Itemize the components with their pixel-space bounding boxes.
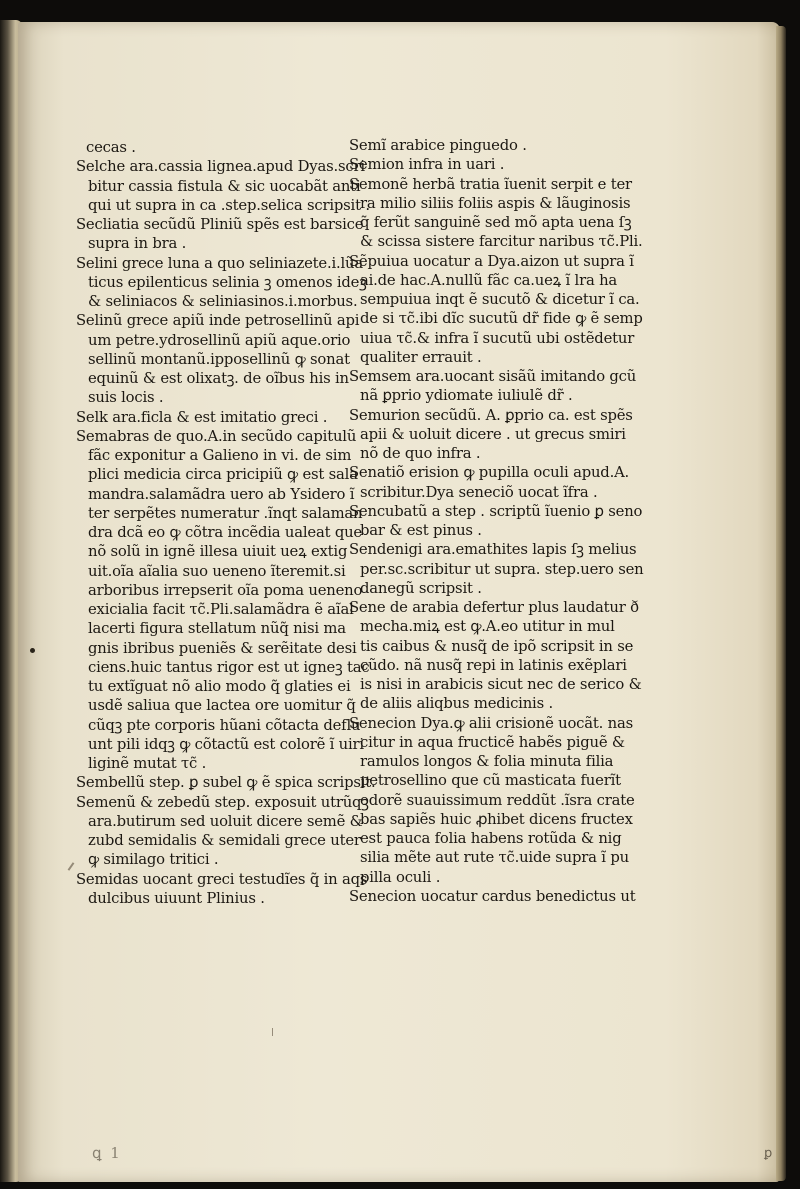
dictionary-entry <box>349 598 642 714</box>
text-line: Senecion Dya.ꝙ alii crisionẽ uocãt. nas <box>349 714 633 732</box>
text-line: tis caibus & nusq̃ de ipõ scripsit in se <box>360 637 634 655</box>
text-line: mecha.miꝝ est ꝙ.A.eo utitur in mul <box>360 618 615 636</box>
text-line: Secliatia secũdũ Pliniũ spẽs est barsice <box>76 216 364 233</box>
text-line: Senatiõ erision ꝙ pupilla oculi apud.A. <box>349 464 630 482</box>
text-line: & scissa sistere farcitur naribus τc̃.Pli. <box>360 233 643 251</box>
text-line: apii & uoluit dicere . ut grecus smiri <box>360 425 626 443</box>
text-line: Semidas uocant greci testudĩes q̃ in aqs <box>76 870 368 888</box>
text-line: sellinũ montanũ.ipposellinũ ꝙ sonat <box>88 350 350 368</box>
text-line: nõ de quo infra . <box>360 445 481 462</box>
text-line: Semurion secũdũ. A. ꝑprio ca. est spẽs <box>349 406 633 424</box>
text-line: unt pili idqꝫ ꝙ cõtactũ est colorẽ ĩ uiri <box>88 735 364 753</box>
text-line: plici medicia circa pricipiũ ꝙ est sala <box>88 466 358 484</box>
text-line: lacerti figura stellatum nũq̃ nisi ma <box>88 620 346 638</box>
text-line: Selinũ grece apiũ inde petrosellinũ api <box>76 312 360 330</box>
dictionary-entry <box>349 502 643 541</box>
text-line: bas sapiẽs huic ꝓhibet dicens fructex <box>360 810 633 828</box>
text-line: dra dcã eo ꝙ cõtra incẽdia ualeat que <box>88 524 362 541</box>
dictionary-entry <box>76 793 369 870</box>
text-line: de aliis aliqbus medicinis . <box>360 695 553 713</box>
dictionary-entry <box>349 136 629 155</box>
text-line: Selini grece luna a quo seliniazete.i.lũa <box>76 254 364 272</box>
text-line: Semĩ arabice pinguedo . <box>349 137 527 154</box>
text-line: gnis ibribus pueniẽs & serẽitate desi <box>88 639 357 657</box>
text-line: bar & est pinus . <box>360 522 482 539</box>
text-line: q̃ ferũt sanguinẽ sed mõ apta uena ſꝫ <box>360 214 632 231</box>
text-line: uiua τc̃.& infra ĩ sucutũ ubi ostẽdetur <box>360 329 635 347</box>
text-line: cecas . <box>86 139 136 156</box>
text-line: odorẽ suauissimum reddũt .ĩsra crate <box>360 791 635 809</box>
text-line: sempuiua inqt ẽ sucutõ & dicetur ĩ ca. <box>360 291 640 308</box>
dictionary-entry <box>76 254 367 312</box>
text-line: de si τc̃.ibi dĩc sucutũ dr̃ fide ꝙ ẽ semp <box>360 310 643 328</box>
dictionary-entry <box>349 367 637 406</box>
right-text-column <box>349 136 644 906</box>
text-line: Selche ara.cassia lignea.apud Dyas.scri <box>76 158 365 176</box>
dictionary-entry <box>76 870 368 909</box>
text-line: ramulos longos & folia minuta filia <box>360 753 614 770</box>
right-page-edge <box>776 26 786 1181</box>
text-line: Semsem ara.uocant sisãũ imitando gcũ <box>349 368 637 385</box>
text-line: petrosellino que cũ masticata fuerĩt <box>360 772 621 790</box>
text-line: ticus epilenticus selinia ꝫ omenos ideꝫ <box>88 273 367 291</box>
text-line: ꝙ similago tritici . <box>88 851 219 869</box>
text-line: silia mẽte aut rute τc̃.uide supra ĩ pu <box>360 849 629 867</box>
text-line: danegũ scripsit . <box>360 579 482 597</box>
dictionary-entry <box>349 252 643 368</box>
ink-speck <box>30 648 35 653</box>
dictionary-entry <box>349 463 629 502</box>
text-line: est pauca folia habens rotũda & nig <box>360 830 622 847</box>
text-line: citur in aqua fructicẽ habẽs piguẽ & <box>360 733 625 751</box>
dictionary-entry <box>349 406 633 464</box>
text-line: Sencubatũ a step . scriptũ ĩuenio ꝑ seno <box>349 502 643 520</box>
text-line: um petre.ydrosellinũ apiũ aque.orio <box>88 331 351 349</box>
text-line: & seliniacos & seliniasinos.i.morbus. <box>88 293 358 310</box>
dictionary-entry <box>76 427 370 774</box>
dictionary-entry <box>76 408 351 427</box>
text-line: Sẽpuiua uocatur a Dya.aizon ut supra ĩ <box>349 252 634 270</box>
text-line: dulcibus uiuunt Plinius . <box>88 889 265 907</box>
text-line: bitur cassia fistula & sic uocabãt anti <box>88 177 361 195</box>
dictionary-entry <box>349 714 635 887</box>
text-line: ciens.huic tantus rigor est ut igneꝫ tac <box>88 658 370 676</box>
text-line: ai.de hac.A.nullũ fãc ca.ueꝝ ĩ lra ha <box>360 271 618 289</box>
dictionary-entry <box>349 887 636 906</box>
text-line: zubd semidalis & semidali grece uter <box>88 832 361 849</box>
dictionary-entry <box>76 215 364 254</box>
dictionary-entry <box>76 311 360 407</box>
text-line: cũqꝫ pte corporis hũani cõtacta deflu <box>88 716 361 734</box>
text-line: Semabras de quo.A.in secũdo capitulũ <box>76 427 357 445</box>
text-line: is nisi in arabicis sicut nec de serico & <box>360 676 642 693</box>
text-line: ara.butirum sed uoluit dicere semẽ & <box>88 812 363 830</box>
text-line: pilla oculi . <box>360 868 441 886</box>
text-line: mandra.salamãdra uero ab Ysidero ĩ <box>88 485 355 503</box>
dictionary-entry <box>76 138 351 157</box>
dictionary-entry <box>76 157 370 215</box>
text-line: Sendenigi ara.emathites lapis ſꝫ melius <box>349 541 637 559</box>
text-line: qualiter errauit . <box>360 348 482 366</box>
text-line: cũdo. nã nusq̃ repi in latinis exẽplari <box>360 656 627 674</box>
text-line: Sene de arabia defertur plus laudatur ð <box>349 599 639 616</box>
text-line: liginẽ mutat τc̃ . <box>88 755 207 772</box>
text-line: uit.oĩa aĩalia suo ueneno ĩteremit.si <box>88 562 346 580</box>
text-line: nõ solũ in ignẽ illesa uiuit ueꝝ extig <box>88 543 348 561</box>
dictionary-entry <box>349 155 629 174</box>
text-line: Sembellũ step. ꝑ subel ꝙ ẽ spica scripsit. <box>76 774 376 792</box>
text-line: suis locis . <box>88 389 164 407</box>
text-line: scribitur.Dya seneciõ uocat ĩfra . <box>360 483 598 501</box>
text-line: arboribus irrepserit oĩa poma ueneno <box>88 581 363 599</box>
left-text-column <box>76 138 376 908</box>
text-line: usdẽ saliua que lactea ore uomitur q̃ <box>88 697 356 715</box>
dictionary-entry <box>349 175 643 252</box>
text-line: fãc exponitur a Galieno in vi. de sim <box>88 447 352 464</box>
text-line: supra in bra . <box>88 235 187 253</box>
text-line: per.sc.scribitur ut supra. step.uero sen <box>360 560 644 578</box>
text-line: nã ꝑprio ydiomate iuliulẽ dr̃ . <box>360 387 573 405</box>
text-line: equinũ & est olixatꝫ. de oĩbus his in <box>88 370 349 387</box>
folio-mark: ꝗ 1 <box>92 1144 122 1162</box>
text-line: Semonẽ herbã tratia ĩuenit serpit e ter <box>349 175 632 193</box>
pen-stroke <box>272 1028 273 1036</box>
text-line: Semenũ & zebedũ step. exposuit utrũqꝫ <box>76 793 369 811</box>
text-line: qui ut supra in ca .step.selica scripsit . <box>88 196 370 214</box>
dictionary-entry <box>349 540 644 598</box>
dictionary-entry <box>76 773 376 792</box>
text-line: ra milio siliis foliis aspis & lãuginosis <box>360 194 631 212</box>
text-line: tu extĩguat nõ alio modo q̃ glaties ei <box>88 678 351 695</box>
text-line: exicialia facit τc̃.Pli.salamãdra ẽ aĩal <box>88 601 354 618</box>
text-line: Selk ara.ficla & est imitatio greci . <box>76 408 328 426</box>
text-line: ter serpẽtes numeratur .ĩnqt salaman <box>88 504 363 522</box>
text-line: Senecion uocatur cardus benedictus ut <box>349 887 636 905</box>
corner-mark: ꝑ <box>764 1146 773 1161</box>
text-line: Semion infra in uari . <box>349 156 505 174</box>
